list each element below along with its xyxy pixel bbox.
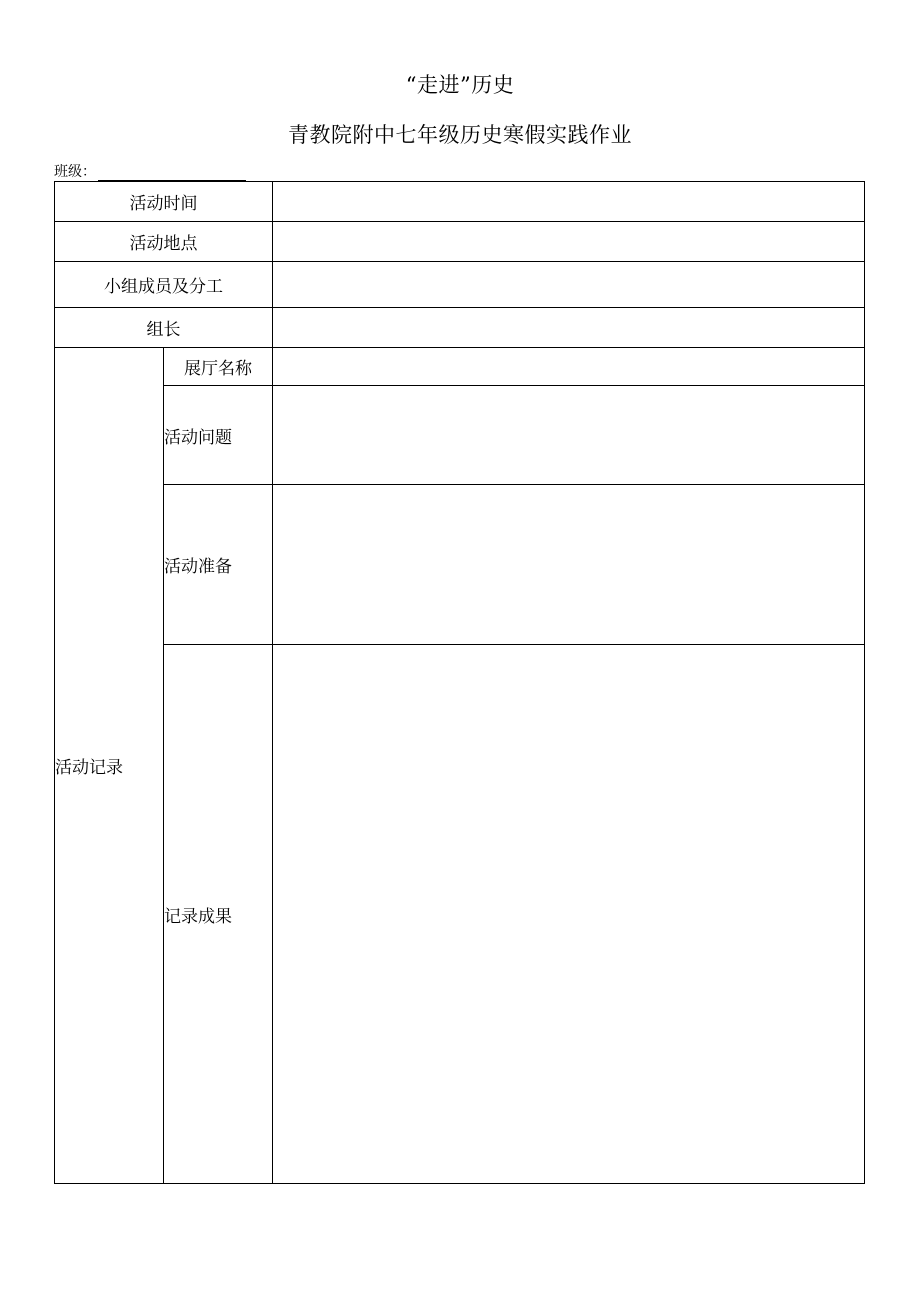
- activity-time-field[interactable]: [273, 182, 865, 222]
- activity-record-label: 活动记录: [55, 348, 164, 1184]
- row-activity-time: [55, 182, 865, 222]
- row-group-leader: [55, 308, 865, 348]
- page-title: “走进”历史: [405, 73, 515, 97]
- activity-form-table: [54, 181, 865, 1184]
- row-hall-name: [55, 348, 865, 386]
- group-leader-field[interactable]: [273, 308, 865, 348]
- class-field: [54, 161, 246, 181]
- activity-place-field[interactable]: [273, 222, 865, 262]
- row-activity-question: [55, 386, 865, 485]
- group-members-label: 小组成员及分工: [55, 262, 273, 308]
- activity-time-label: 活动时间: [55, 182, 273, 222]
- class-label: 班级：: [54, 164, 96, 180]
- page-subtitle: 青教院附中七年级历史寒假实践作业: [288, 123, 632, 147]
- activity-preparation-field[interactable]: [273, 485, 865, 645]
- activity-preparation-label: 活动准备: [164, 485, 273, 645]
- activity-question-label: 活动问题: [164, 386, 273, 485]
- row-activity-preparation: [55, 485, 865, 645]
- record-result-field[interactable]: [273, 645, 865, 1184]
- activity-question-field[interactable]: [273, 386, 865, 485]
- class-blank-line[interactable]: [98, 166, 246, 181]
- record-result-label: 记录成果: [164, 645, 273, 1184]
- row-activity-place: [55, 222, 865, 262]
- row-record-result: [55, 645, 865, 1184]
- group-members-field[interactable]: [273, 262, 865, 308]
- hall-name-label: 展厅名称: [164, 348, 273, 386]
- group-leader-label: 组长: [55, 308, 273, 348]
- row-group-members: [55, 262, 865, 308]
- hall-name-field[interactable]: [273, 348, 865, 386]
- activity-place-label: 活动地点: [55, 222, 273, 262]
